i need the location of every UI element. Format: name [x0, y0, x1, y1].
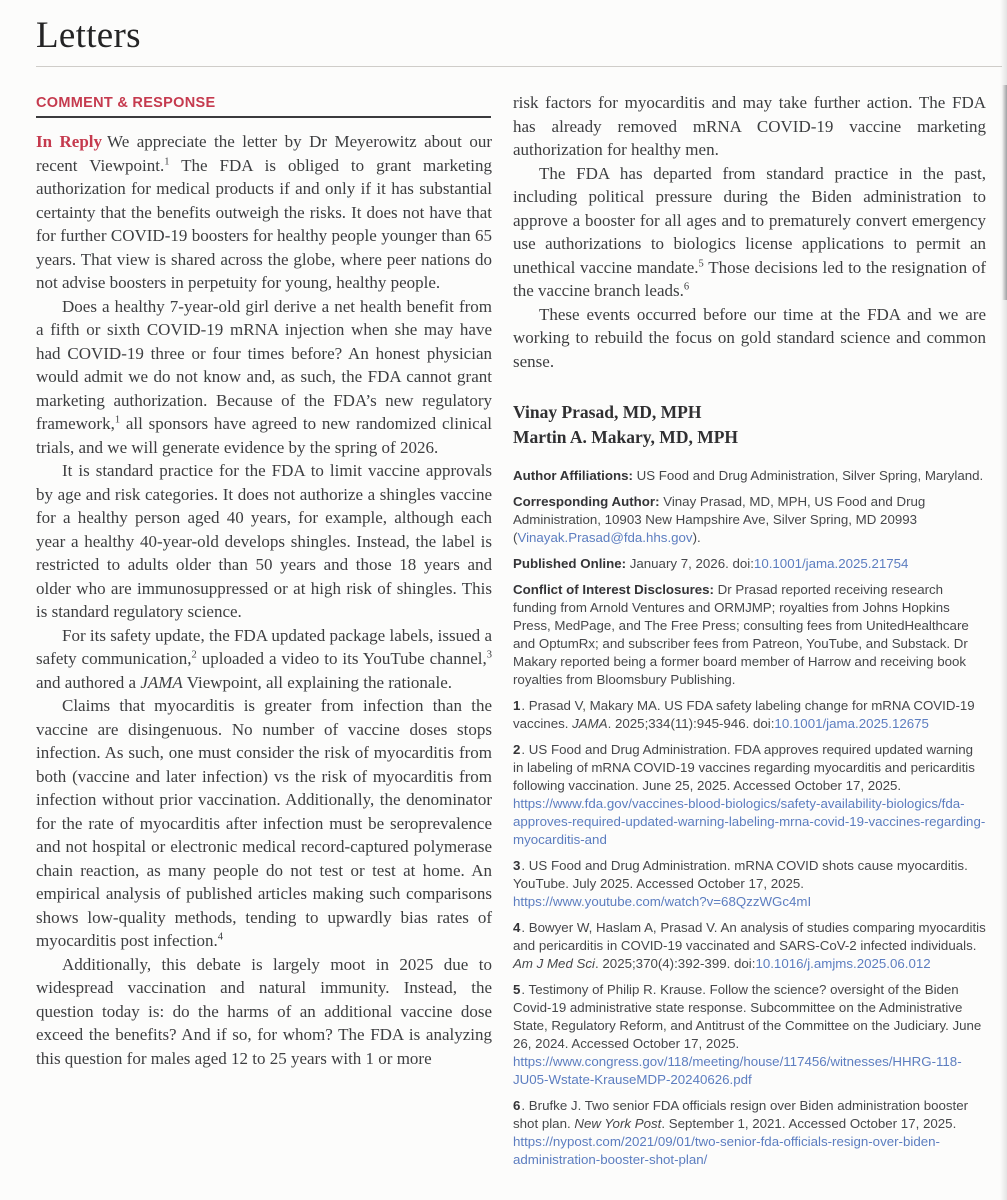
conflict-of-interest-disclosures: [513, 581, 986, 689]
reference-doi-link[interactable]: 10.1016/j.amjms.2025.06.012: [755, 956, 931, 971]
reference-url-link[interactable]: https://www.fda.gov/vaccines-blood-biologics/safety-availability-biologics/fda-approves-required-updated-warning-labeling-mrna-covid-19-vaccines-regarding-myocarditis-and: [513, 796, 986, 847]
paragraph: [36, 953, 492, 1071]
body-text: uploaded a video to its YouTube channel,: [196, 649, 487, 668]
reference-text: . US Food and Drug Administration. FDA approves required updated warning in labeling of mRNA COVID-19 vaccines regarding myocarditis and pericarditis following vaccination. June 25, 2025. Accessed October 17, 2025.: [513, 742, 975, 793]
journal-name-italic: Am J Med Sci: [513, 956, 596, 971]
left-column: [36, 130, 492, 1070]
body-text: We appreciate the letter by Dr Meyerowitz about our recent Viewpoint.: [36, 132, 492, 175]
reference-text: . September 1, 2021. Accessed October 17, 2025.: [661, 1116, 957, 1131]
reference-item-5: [513, 981, 986, 1089]
reference-doi-link[interactable]: 10.1001/jama.2025.12675: [774, 716, 929, 731]
corresponding-author-text: Vinay Prasad, MD, MPH, US Food and Drug Administration, 10903 New Hampshire Ave, Silver Spring, MD 20993 (: [513, 494, 926, 545]
reference-number: 3: [513, 858, 521, 873]
published-online-text: January 7, 2026. doi:: [626, 556, 754, 571]
body-text: Those decisions led to the resignation of the vaccine branch leads.: [513, 257, 987, 300]
conflict-of-interest-text: Dr Prasad reported receiving research funding from Arnold Ventures and ORMJMP; royalties from Johns Hopkins Press, MedPage, and The Free Press; consulting fees from UnitedHealthcare and OptumRx; and subscriber fees from Patreon, YouTube, and Substack. Dr Makary reported being a former board member of Harrow and receiving book royalties from Bloomsbury Publishing.: [513, 582, 969, 687]
body-text: The FDA has departed from standard practice in the past, including political pressure during the Biden administration to approve a booster for all ages and to prematurely convert emergency use authorizations to biologics license applications to permit an unethical vaccine mandate.: [513, 163, 986, 277]
journal-name-italic: JAMA: [140, 672, 183, 692]
reference-text: . Testimony of Philip R. Krause. Follow the science? oversight of the Biden Covid-19 administrative state response. Subcommittee on the Administrative State, Regulatory Reform, and Antitrust of the Committee on the Judiciary. June 26, 2024. Accessed October 17, 2025.: [513, 982, 982, 1051]
body-text: For its safety update, the FDA updated package labels, issued a safety communication,: [36, 625, 492, 668]
author-affiliations-label: Author Affiliations:: [513, 468, 633, 483]
corresponding-author-label: Corresponding Author:: [513, 494, 660, 509]
body-text: Viewpoint, all explaining the rationale.: [182, 672, 452, 692]
reference-number: 2: [513, 742, 521, 757]
conflict-of-interest-label: Conflict of Interest Disclosures:: [513, 582, 714, 597]
body-text: The FDA is obliged to grant marketing authorization for medical products if and only if it has substantial certainty that the benefits outweigh the risks. It does not have that for further COVID-19 boosters for healthy people younger than 65 years. That view is shared across the globe, where peer nations do not advise boosters in perpetuity for young, healthy people.: [36, 155, 492, 292]
reference-number: 6: [513, 1098, 521, 1113]
reference-text: . US Food and Drug Administration. mRNA COVID shots cause myocarditis. YouTube. July 2025. Accessed October 17, 2025.: [513, 858, 968, 891]
author-signatures: [513, 400, 986, 450]
body-text: Does a healthy 7-year-old girl derive a net health benefit from a fifth or sixth COVID-19 mRNA injection when she may have had COVID-19 three or four times before? An honest physician would admit we do not know and, as such, the FDA cannot grant marketing authorization. Because of the FDA’s new regulatory framework,: [36, 296, 492, 433]
body-text: risk factors for myocarditis and may take further action. The FDA has already removed mRNA COVID-19 vaccine marketing authorization for healthy men.: [513, 93, 986, 159]
paragraph: [36, 295, 492, 460]
reference-item-3: [513, 857, 986, 911]
body-text: Additionally, this debate is largely moot in 2025 due to widespread vaccination and natural immunity. Instead, the question today is: do the harms of an additional vaccine dose exceed the benefits? And if so, for whom? The FDA is analyzing this question for males aged 12 to 25 years with 1 or more: [36, 954, 492, 1068]
published-online: [513, 555, 986, 573]
reference-item-4: [513, 919, 986, 973]
paragraph: [513, 303, 986, 374]
body-text: all sponsors have agreed to new randomized clinical trials, and we will generate evidence by the spring of 2026.: [36, 414, 492, 457]
reference-text: . Bowyer W, Haslam A, Prasad V. An analysis of studies comparing myocarditis and pericarditis in COVID-19 vaccinated and SARS-CoV-2 infected individuals.: [513, 920, 986, 953]
body-text: These events occurred before our time at the FDA and we are working to rebuild the focus on gold standard science and common sense.: [513, 304, 986, 371]
doi-link[interactable]: 10.1001/jama.2025.21754: [753, 556, 909, 571]
reference-superscript-3: 3: [486, 649, 492, 661]
back-matter: [513, 467, 986, 1169]
email-link[interactable]: Vinayak.Prasad@fda.hhs.gov: [517, 530, 693, 545]
author-affiliations: [513, 467, 986, 485]
author-name-2: Martin A. Makary, MD, MPH: [513, 427, 739, 447]
body-text: Claims that myocarditis is greater from infection than the vaccine are disingenuous. No number of vaccine doses stops infection. As such, one must consider the risk of myocarditis from both (vaccine and later infection) vs the risk of myocarditis from infection without prior vaccination. Additionally, the denominator for the rate of myocarditis after infection must be seroprevalence and not hospital or electronic medical record-captured polymerase chain reaction, as many people do not test or test at home. An empirical analysis of published articles making such comparisons shows low-quality methods, tending to upwardly bias rates of myocarditis post infection.: [36, 696, 492, 950]
corresponding-author: [513, 493, 986, 547]
paragraph: [513, 162, 986, 303]
author-name-1: Vinay Prasad, MD, MPH: [513, 402, 702, 422]
reference-superscript-4: 4: [217, 931, 224, 943]
section-label: COMMENT & RESPONSE: [36, 95, 216, 111]
reference-number: 4: [513, 920, 521, 935]
reference-text: . 2025;370(4):392-399. doi:: [595, 956, 756, 971]
reference-text: . 2025;334(11):945-946. doi:: [607, 716, 775, 731]
reference-item-6: [513, 1097, 986, 1169]
scan-edge-artifact-dark: [1002, 85, 1007, 300]
reference-url-link[interactable]: https://nypost.com/2021/09/01/two-senior-fda-officials-resign-over-biden-administration-booster-shot-plan/: [513, 1134, 940, 1167]
author-affiliations-text: US Food and Drug Administration, Silver Spring, Maryland.: [632, 468, 984, 483]
reference-text: . Brufke J. Two senior FDA officials resign over Biden administration booster shot plan.: [513, 1098, 969, 1131]
body-text: It is standard practice for the FDA to limit vaccine approvals by age and risk categories. It does not authorize a shingles vaccine for a healthy person aged 40 years, for example, although each year a healthy 40-year-old develops shingles. Instead, the label is restricted to adults older than 50 years and those 18 years and older who are immunosuppressed or at high risk of shingles. This is standard regulatory science.: [36, 461, 492, 621]
paragraph-continuation: [513, 91, 986, 162]
paragraph: [36, 694, 492, 953]
reference-superscript-5: 5: [698, 257, 704, 269]
reference-superscript-1: 1: [164, 155, 170, 167]
reference-url-link[interactable]: https://www.congress.gov/118/meeting/house/117456/witnesses/HHRG-118-JU05-Wstate-KrauseMDP-20240626.pdf: [513, 1054, 962, 1087]
reference-url-link[interactable]: https://www.youtube.com/watch?v=68QzzWGc4mI: [513, 894, 812, 909]
paragraph-in-reply: [36, 130, 492, 295]
page-title: Letters: [36, 15, 141, 56]
reference-item-2: [513, 741, 986, 849]
title-divider: [36, 66, 1002, 67]
reference-text: . Prasad V, Makary MA. US FDA safety labeling change for mRNA COVID-19 vaccines.: [513, 698, 975, 731]
right-column: [513, 91, 986, 1177]
reference-number: 5: [513, 982, 521, 997]
reference-superscript-6: 6: [683, 281, 690, 293]
reference-item-1: [513, 697, 986, 733]
reference-number: 1: [513, 698, 521, 713]
in-reply-label: In Reply: [36, 132, 103, 151]
reference-superscript-2: 2: [191, 649, 197, 661]
body-text: and authored a: [36, 672, 141, 692]
published-online-label: Published Online:: [513, 556, 627, 571]
reference-superscript-1: 1: [114, 414, 121, 426]
journal-name-italic: JAMA: [572, 716, 608, 731]
section-divider: [36, 116, 491, 118]
journal-name-italic: New York Post: [574, 1116, 662, 1131]
paragraph: [36, 459, 492, 624]
corresponding-author-close: ).: [692, 530, 701, 545]
paragraph: [36, 624, 492, 695]
